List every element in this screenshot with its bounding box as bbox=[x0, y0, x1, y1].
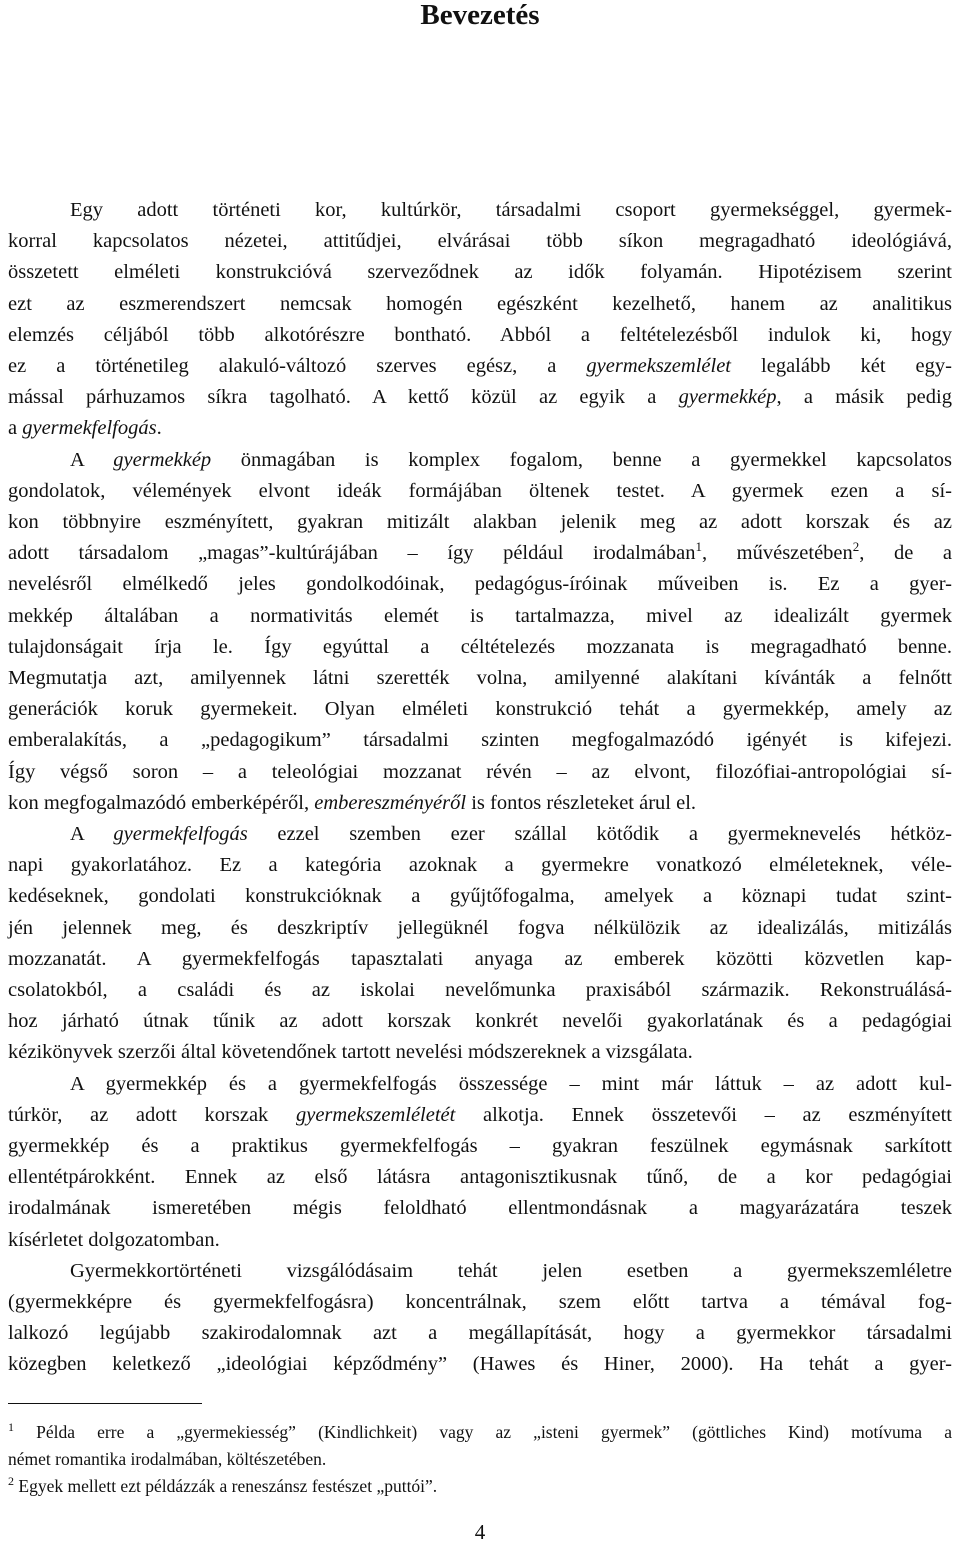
footnote-line: $^1$ Példa erre a „gyermekiesség” (Kindlichkeit) vagy az „isteni gyermek” (göttliches Kind) motívuma a bbox=[8, 1420, 952, 1442]
text-line: emberalakítás, a „pedagogikum” társadalmi szinten megfogalmazódó igényét is kifejezi. bbox=[8, 729, 952, 752]
footnote-line: német romantika irodalmában, költészetében. bbox=[8, 1449, 327, 1469]
text-line: A gyermekkép és a gyermekfelfogás összessége – mint már láttuk – az adott kul- bbox=[70, 1072, 952, 1095]
text-line: ezt az eszmerendszert nemcsak homogén egészként kezelhető, hanem az analitikus bbox=[8, 292, 952, 315]
text-line: lalkozó legújabb szakirodalomnak azt a megállapítását, hogy a gyermekkor társadalmi bbox=[8, 1322, 952, 1345]
text-line: mással párhuzamos síkra tagolható. A kettő közül az egyik a gyermekkép, a másik pedig bbox=[8, 386, 952, 409]
text-line: jén jelennek meg, és deszkriptív jellegüknél fogva nélkülözik az idealizálás, mitizálás bbox=[8, 916, 952, 939]
page-title: Bevezetés bbox=[420, 0, 540, 31]
text-line: ellentétpárokként. Ennek az első látásra antagonisztikusnak tűnő, de a kor pedagógiai bbox=[8, 1166, 952, 1189]
text-line: kon megfogalmazódó emberképéről, embereszményéről is fontos részleteket árul el. bbox=[8, 791, 697, 814]
text-line: Megmutatja azt, amilyennek látni szerették volna, amilyenné alakítani kívánták a felnőtt bbox=[8, 667, 952, 689]
text-line: mekkép általában a normativitás elemét is tartalmazza, mivel az idealizált gyermek bbox=[8, 604, 952, 627]
text-line: Gyermekkortörténeti vizsgálódásaim tehát jelen esetben a gyermekszemléletre bbox=[70, 1259, 952, 1282]
text-line: csolatokból, a családi és az iskolai nevelőmunka praxisából származik. Rekonstruálásá- bbox=[8, 979, 952, 1001]
text-line: kon többnyire eszményített, gyakran mitizált alakban jelenik meg az adott korszak és az bbox=[8, 511, 952, 533]
text-line: mozzanatát. A gyermekfelfogás tapasztalati anyaga az emberek közötti közvetlen kap- bbox=[8, 947, 952, 970]
footnote-separator bbox=[8, 1403, 202, 1404]
text-line: korral kapcsolatos nézetei, attitűdjei, elvárásai több síkon megragadható ideológiává, bbox=[8, 230, 952, 253]
text-line: irodalmának ismeretében mégis feloldható ellentmondásnak a magyarázatára teszek bbox=[8, 1197, 952, 1220]
text-line: elemzés céljából több alkotórészre bontható. Abból a feltételezésből indulok ki, hogy bbox=[8, 323, 952, 346]
text-line: (gyermekképre és gyermekfelfogásra) koncentrálnak, szem előtt tartva a témával fog- bbox=[8, 1291, 952, 1313]
text-line: napi gyakorlatához. Ez a kategória azoknak a gyermekre vonatkozó elméleteknek, véle- bbox=[8, 854, 952, 877]
text-line: kedéseknek, gondolati konstrukcióknak a gyűjtőfogalma, amelyek a köznapi tudat szint- bbox=[8, 885, 952, 908]
text-line: közegben keletkező „ideológiai képződmény” (Hawes és Hiner, 2000). Ha tehát a gyer- bbox=[8, 1353, 952, 1376]
text-line: túrkör, az adott korszak gyermekszemléletét alkotja. Ennek összetevői – az eszményített bbox=[8, 1103, 952, 1126]
text-line: kézikönyvek szerzői által követendőnek tartott nevelési módszereknek a vizsgálata. bbox=[8, 1041, 693, 1064]
text-line: adott társadalom „magas”-kultúrájában – így például irodalmában$^1$, művészetében$^2$, de a bbox=[8, 539, 952, 565]
text-line: a gyermekfelfogás. bbox=[8, 417, 162, 440]
text-line: gyermekkép és a praktikus gyermekfelfogás – gyakran feszülnek egymásnak sarkított bbox=[8, 1135, 952, 1157]
page-number: 4 bbox=[474, 1520, 486, 1544]
text-line: generációk koruk gyermekeit. Olyan elméleti konstrukció tehát a gyermekkép, amely az bbox=[8, 698, 952, 721]
text-line: nevelésről elmélkedő jeles gondolkodóinak, pedagógus-íróinak műveiben is. Ez a gyer- bbox=[8, 573, 952, 596]
text-line: A gyermekkép önmagában is komplex fogalom, benne a gyermekkel kapcsolatos bbox=[70, 448, 952, 471]
text-line: összetett elméleti konstrukcióvá szerveződnek az idők folyamán. Hipotézisem szerint bbox=[8, 261, 952, 284]
text-line: tulajdonságait írja le. Így egyúttal a céltételezés mozzanata is megragadható benne. bbox=[8, 635, 952, 658]
text-line: ez a történetileg alakuló-változó szerves egész, a gyermekszemlélet legalább két egy- bbox=[8, 355, 952, 377]
text-line: A gyermekfelfogás ezzel szemben ezer szállal kötődik a gyermeknevelés hétköz- bbox=[70, 823, 952, 845]
text-line: Egy adott történeti kor, kultúrkör, társadalmi csoport gyermekséggel, gyermek- bbox=[70, 199, 952, 221]
text-line: hoz járható útnak tűnik az adott korszak konkrét nevelői gyakorlatának és a pedagógiai bbox=[8, 1010, 952, 1033]
text-line: gondolatok, vélemények elvont ideák formájában öltenek testet. A gyermek ezen a sí- bbox=[8, 479, 952, 502]
text-line: kísérletet dolgozatomban. bbox=[8, 1228, 220, 1251]
text-line: Így végső soron – a teleológiai mozzanat révén – az elvont, filozófiai-antropológiai sí- bbox=[8, 760, 952, 783]
footnote-line: $^2$ Egyek mellett ezt példázzák a reneszánsz festészet „puttói”. bbox=[8, 1474, 438, 1496]
